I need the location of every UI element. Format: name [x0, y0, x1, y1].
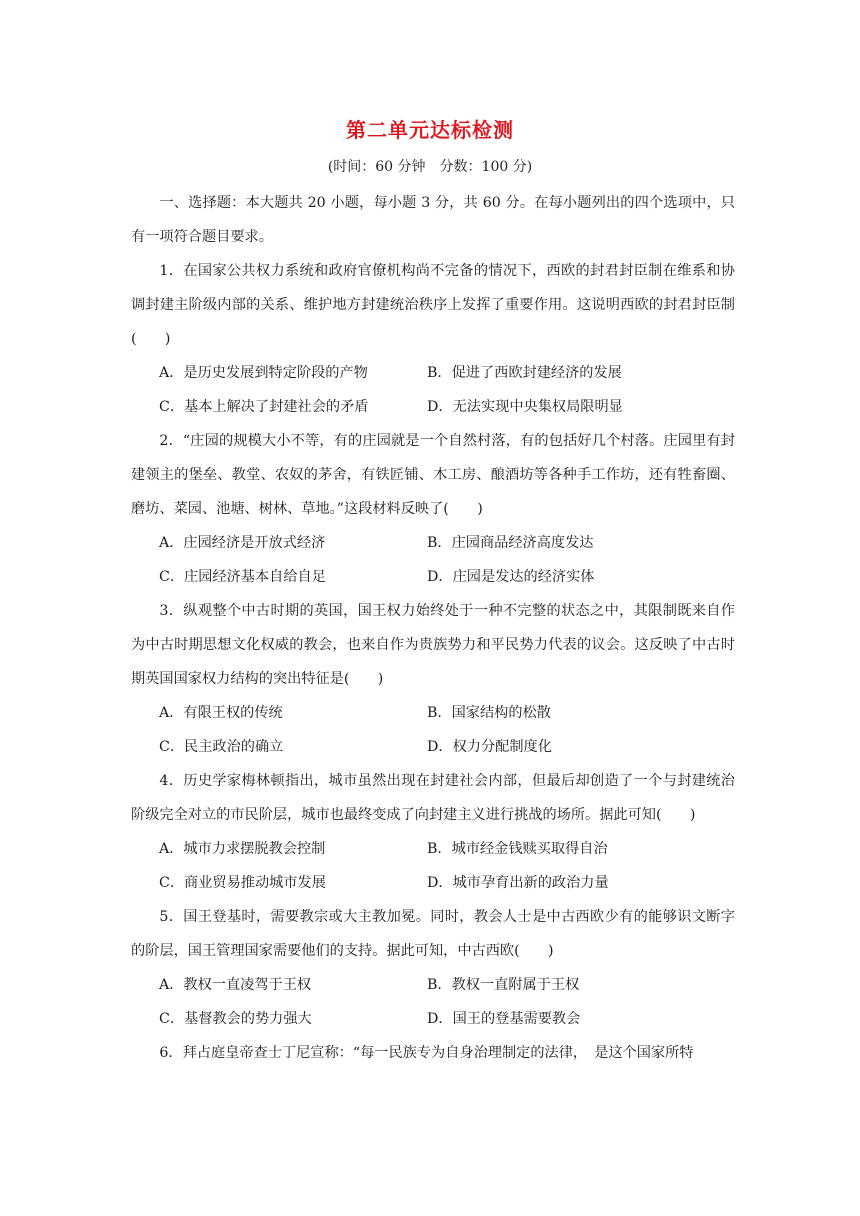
option-row	[131, 526, 735, 560]
question-stem: 5．国王登基时，需要教宗或大主教加冕。同时，教会人士是中古西欧少有的能够识文断字的阶层，国王管理国家需要他们的支持。据此可知，中古西欧( )	[131, 909, 735, 959]
option-a: A．有限王权的传统	[159, 705, 283, 721]
page-title: 第二单元达标检测	[346, 118, 514, 142]
option-b: B．教权一直附属于王权	[427, 977, 580, 993]
question-1	[131, 254, 735, 424]
option-b: B．国家结构的松散	[427, 705, 551, 721]
option-b: B．庄园商品经济高度发达	[427, 535, 594, 551]
exam-content	[131, 186, 735, 1070]
option-c: C．民主政治的确立	[159, 739, 284, 755]
question-stem: 6．拜占庭皇帝查士丁尼宣称：“每一民族专为自身治理制定的法律， 是这个国家所特	[159, 1045, 694, 1061]
question-6	[131, 1036, 735, 1070]
question-stem: 3．纵观整个中古时期的英国，国王权力始终处于一种不完整的状态之中，其限制既来自作为中古时期思想文化权威的教会，也来自作为贵族势力和平民势力代表的议会。这反映了中古时期英国国家权力结构的突出特征是( )	[131, 603, 735, 687]
option-row	[131, 1002, 735, 1036]
option-b: B．促进了西欧封建经济的发展	[427, 365, 622, 381]
option-c: C．基本上解决了封建社会的矛盾	[159, 399, 369, 415]
option-b: B．城市经金钱赎买取得自治	[427, 841, 608, 857]
option-d: D．庄园是发达的经济实体	[427, 569, 595, 585]
question-stem: 1．在国家公共权力系统和政府官僚机构尚不完备的情况下，西欧的封君封臣制在维系和协调封建主阶级内部的关系、维护地方封建统治秩序上发挥了重要作用。这说明西欧的封君封臣制( )	[131, 263, 735, 347]
section-instruction: 一、选择题：本大题共 20 小题，每小题 3 分，共 60 分。在每小题列出的四个选项中，只有一项符合题目要求。	[131, 195, 735, 245]
question-stem: 2．“庄园的规模大小不等，有的庄园就是一个自然村落，有的包括好几个村落。庄园里有封建领主的堡垒、教堂、农奴的茅舍，有铁匠铺、木工房、酿酒坊等各种手工作坊，还有牲畜圈、磨坊、菜园、池塘、树林、草地。”这段材料反映了( )	[131, 433, 735, 517]
option-a: A．庄园经济是开放式经济	[159, 535, 326, 551]
option-d: D．无法实现中央集权局限明显	[427, 399, 623, 415]
option-a: A．是历史发展到特定阶段的产物	[159, 365, 368, 381]
option-row	[131, 356, 735, 390]
option-c: C．商业贸易推动城市发展	[159, 875, 326, 891]
exam-time-score: (时间：60 分钟 分数：100 分)	[327, 159, 533, 175]
question-2	[131, 424, 735, 594]
option-row	[131, 866, 735, 900]
question-stem: 4．历史学家梅林顿指出，城市虽然出现在封建社会内部，但最后却创造了一个与封建统治阶级完全对立的市民阶层，城市也最终变成了向封建主义进行挑战的场所。据此可知( )	[131, 773, 735, 823]
option-row	[131, 832, 735, 866]
question-5	[131, 900, 735, 1036]
option-d: D．权力分配制度化	[427, 739, 552, 755]
option-row	[131, 390, 735, 424]
option-row	[131, 560, 735, 594]
option-a: A．教权一直凌驾于王权	[159, 977, 312, 993]
option-c: C．庄园经济基本自给自足	[159, 569, 326, 585]
option-d: D．城市孕育出新的政治力量	[427, 875, 609, 891]
option-row	[131, 696, 735, 730]
question-3	[131, 594, 735, 764]
option-d: D．国王的登基需要教会	[427, 1011, 581, 1027]
option-c: C．基督教会的势力强大	[159, 1011, 312, 1027]
option-row	[131, 968, 735, 1002]
option-row	[131, 730, 735, 764]
question-4	[131, 764, 735, 900]
option-a: A．城市力求摆脱教会控制	[159, 841, 326, 857]
